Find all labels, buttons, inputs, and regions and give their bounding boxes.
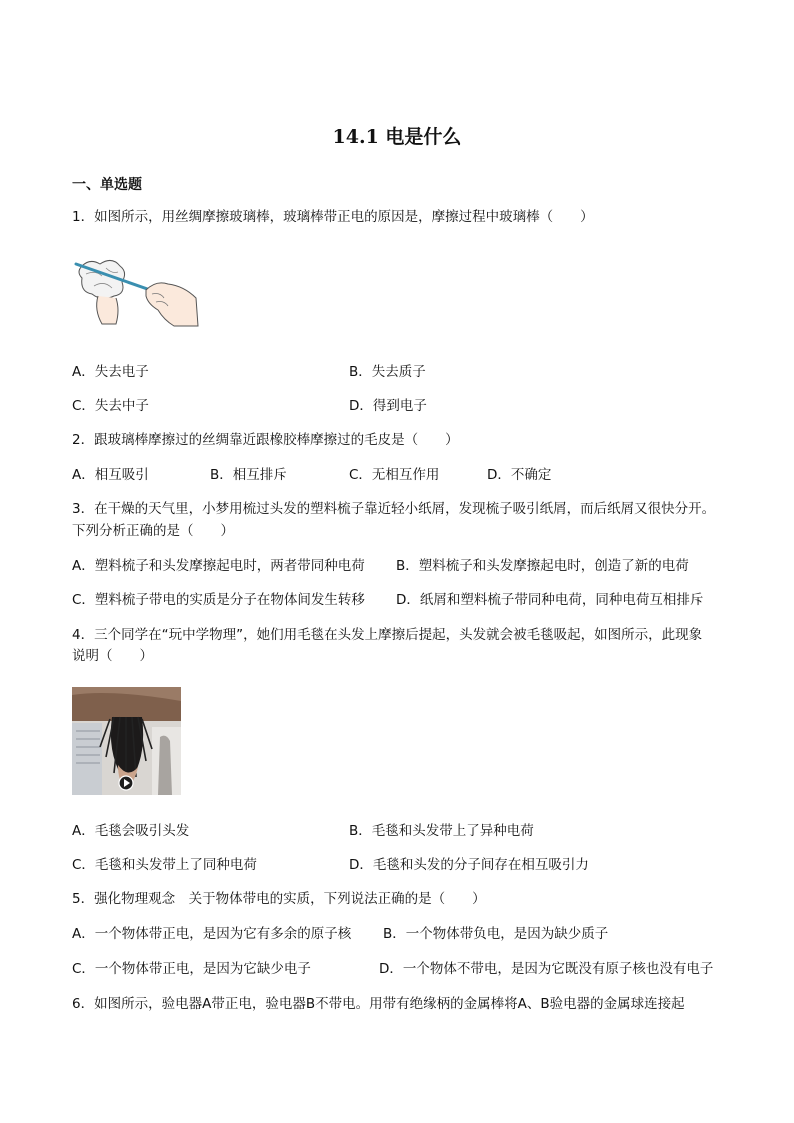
q5-option-b: B．一个物体带负电，是因为缺少质子	[383, 926, 609, 942]
question-2-stem: 2．跟玻璃棒摩擦过的丝绸靠近跟橡胶棒摩擦过的毛皮是（ ）	[72, 432, 459, 448]
figure-hair-static-photo	[72, 687, 181, 795]
q3-option-b: B．塑料梳子和头发摩擦起电时，创造了新的电荷	[396, 558, 689, 574]
q3-option-c: C．塑料梳子带电的实质是分子在物体间发生转移	[72, 592, 365, 608]
q1-option-d: D．得到电子	[349, 398, 427, 414]
q1-option-b: B．失去质子	[349, 364, 426, 380]
q2-option-c: C．无相互作用	[349, 467, 440, 483]
q3-option-a: A．塑料梳子和头发摩擦起电时，两者带同种电荷	[72, 558, 365, 574]
q2-option-b: B．相互排斥	[210, 467, 287, 483]
q4-option-c: C．毛毯和头发带上了同种电荷	[72, 857, 257, 873]
section-heading: 一、单选题	[72, 177, 142, 193]
q5-option-d: D．一个物体不带电，是因为它既没有原子核也没有电子	[379, 961, 714, 977]
q2-option-d: D．不确定	[487, 467, 552, 483]
question-4-stem-line-2: 说明（ ）	[72, 648, 153, 664]
q4-option-a: A．毛毯会吸引头发	[72, 823, 190, 839]
figure-silk-rubbing-glass-rod	[72, 250, 204, 330]
q1-option-c: C．失去中子	[72, 398, 149, 414]
q1-option-a: A．失去电子	[72, 364, 149, 380]
q4-option-b: B．毛毯和头发带上了异种电荷	[349, 823, 534, 839]
q5-option-a: A．一个物体带正电，是因为它有多余的原子核	[72, 926, 352, 942]
q5-option-c: C．一个物体带正电，是因为它缺少电子	[72, 961, 311, 977]
question-3-stem-line-1: 3．在干燥的天气里，小梦用梳过头发的塑料梳子靠近轻小纸屑，发现梳子吸引纸屑，而后纸屑又很快分开。	[72, 501, 716, 517]
question-5-stem: 5．强化物理观念 关于物体带电的实质，下列说法正确的是（ ）	[72, 891, 486, 907]
q4-option-d: D．毛毯和头发的分子间存在相互吸引力	[349, 857, 589, 873]
question-6-stem: 6．如图所示，验电器A带正电，验电器B不带电。用带有绝缘柄的金属棒将A、B验电器的金属球连接起	[72, 996, 685, 1012]
page-title: 14.1 电是什么	[332, 126, 462, 148]
q2-option-a: A．相互吸引	[72, 467, 149, 483]
q3-option-d: D．纸屑和塑料梳子带同种电荷，同种电荷互相排斥	[396, 592, 704, 608]
question-1-stem: 1．如图所示，用丝绸摩擦玻璃棒，玻璃棒带正电的原因是，摩擦过程中玻璃棒（ ）	[72, 209, 594, 225]
question-4-stem-line-1: 4．三个同学在“玩中学物理”，她们用毛毯在头发上摩擦后提起，头发就会被毛毯吸起，如图所示，此现象	[72, 627, 703, 643]
question-3-stem-line-2: 下列分析正确的是（ ）	[72, 523, 234, 539]
